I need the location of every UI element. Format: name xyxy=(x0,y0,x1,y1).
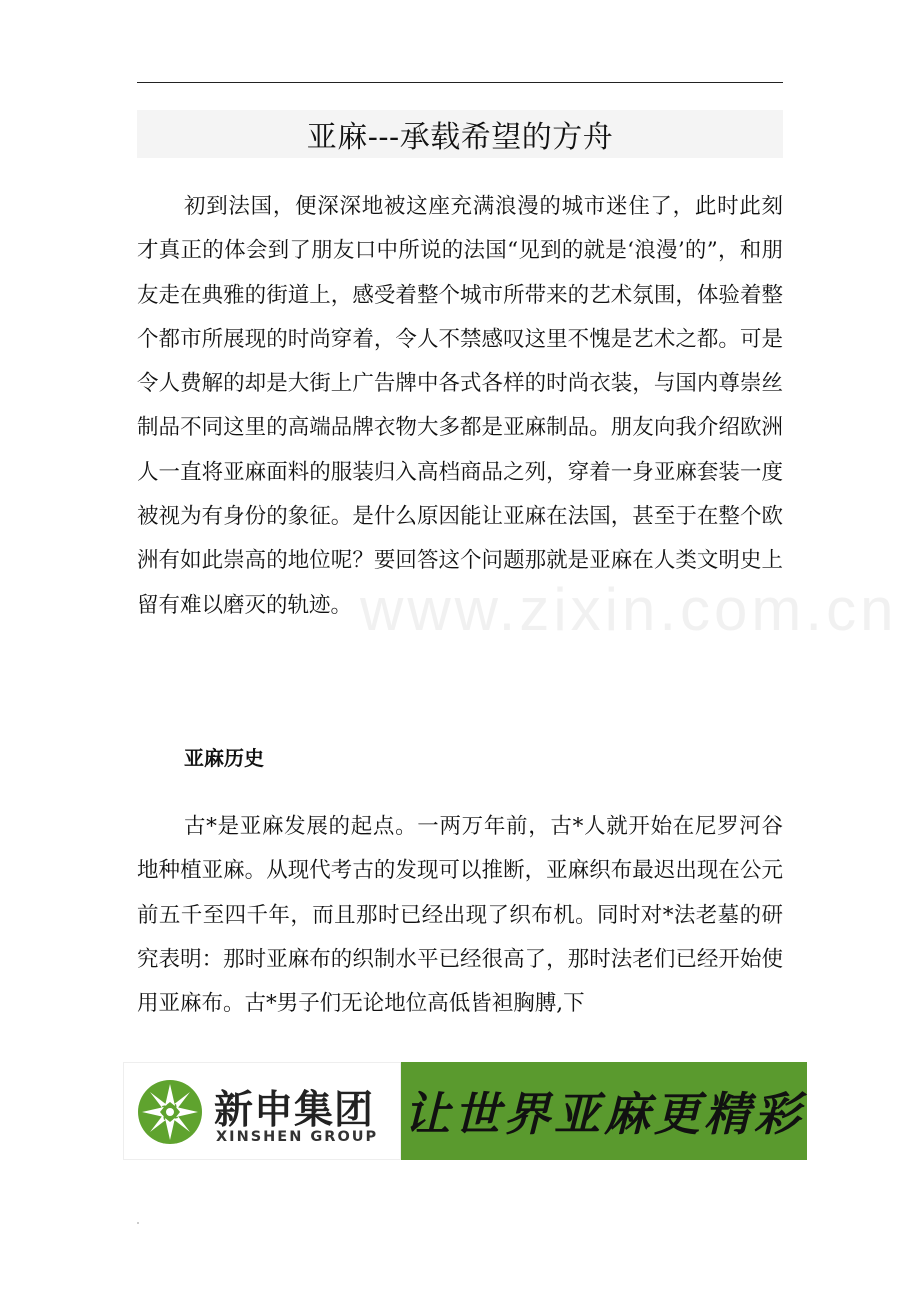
xinshen-star-logo-icon xyxy=(136,1078,204,1146)
body-paragraph-history: 古*是亚麻发展的起点。一两万年前，古*人就开始在尼罗河谷地种植亚麻。从现代考古的发现可以推断，亚麻织布最迟出现在公元前五千至四千年，而且那时已经出现了织布机。同时对*法老墓的研究表明：那时亚麻布的织制水平已经很高了，那时法老们已经开始使用亚麻布。古*男子们无论地位高低皆袒胸膊,下 xyxy=(137,814,783,1017)
footer-mark xyxy=(137,1222,139,1224)
slogan-panel xyxy=(401,1062,807,1160)
brand-banner xyxy=(123,1062,807,1160)
section-heading-history: 亚麻历史 xyxy=(184,746,264,770)
document-title: 亚麻---承载希望的方舟 xyxy=(306,120,614,155)
brand-name-english: XINSHEN GROUP xyxy=(216,1129,379,1145)
body-paragraph-intro: 初到法国，便深深地被这座充满浪漫的城市迷住了，此时此刻才真正的体会到了朋友口中所说的法国“见到的就是‘浪漫’的”，和朋友走在典雅的街道上，感受着整个城市所带来的艺术氛围，体验着整个都市所展现的时尚穿着，令人不禁感叹这里不愧是艺术之都。可是令人费解的却是大街上广告牌中各式各样的时尚衣装，与国内尊崇丝制品不同这里的高端品牌衣物大多都是亚麻制品。朋友向我介绍欧洲人一直将亚麻面料的服装归入高档商品之列，穿着一身亚麻套装一度被视为有身份的象征。是什么原因能让亚麻在法国，甚至于在整个欧洲有如此崇高的地位呢？要回答这个问题那就是亚麻在人类文明史上留有难以磨灭的轨迹。 xyxy=(137,194,783,618)
watermark: www.zixin.com.cn xyxy=(360,576,898,643)
brand-logo-panel xyxy=(123,1062,401,1160)
header-rule xyxy=(137,82,783,83)
brand-slogan: 让世界亚麻更精彩 xyxy=(404,1087,804,1141)
brand-name-chinese: 新申集团 xyxy=(214,1088,375,1133)
title-band xyxy=(137,110,783,158)
